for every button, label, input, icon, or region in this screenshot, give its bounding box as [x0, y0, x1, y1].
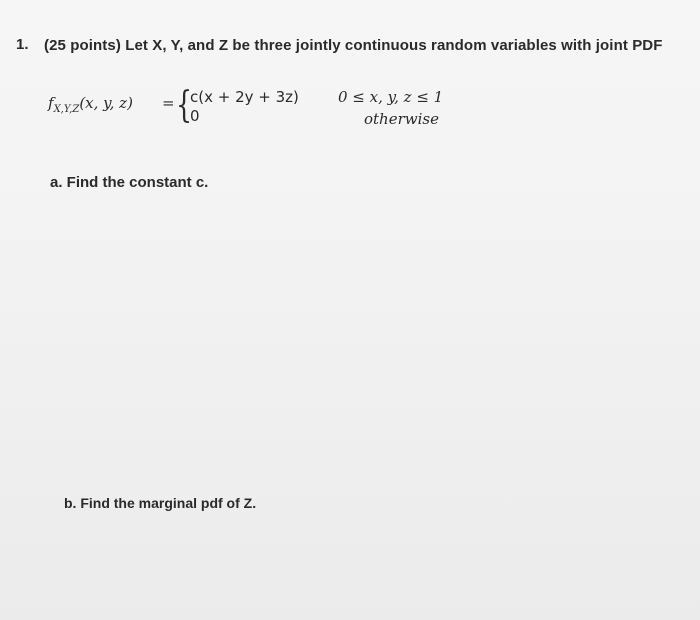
formula-args: (x, y, z): [79, 94, 133, 112]
formula-equals: =: [162, 94, 175, 112]
formula-brace: {: [176, 85, 193, 126]
part-b-prompt: b. Find the marginal pdf of Z.: [64, 495, 257, 511]
formula-case2-condition: otherwise: [364, 110, 439, 128]
formula-case2-expression: 0: [190, 107, 200, 125]
part-a-prompt: a. Find the constant c.: [50, 174, 209, 191]
formula-lhs: [48, 94, 133, 115]
formula-f: f: [48, 94, 54, 112]
formula-case1-condition: 0 ≤ x, y, z ≤ 1: [338, 88, 444, 106]
pdf-formula: [48, 85, 668, 138]
formula-subscript: X,Y,Z: [53, 104, 80, 115]
formula-case1-expression: c(x + 2y + 3z): [190, 88, 299, 106]
question-number: 1.: [16, 36, 29, 53]
question-text: (25 points) Let X, Y, and Z be three jointly continuous random variables with joint PDF: [44, 37, 663, 54]
